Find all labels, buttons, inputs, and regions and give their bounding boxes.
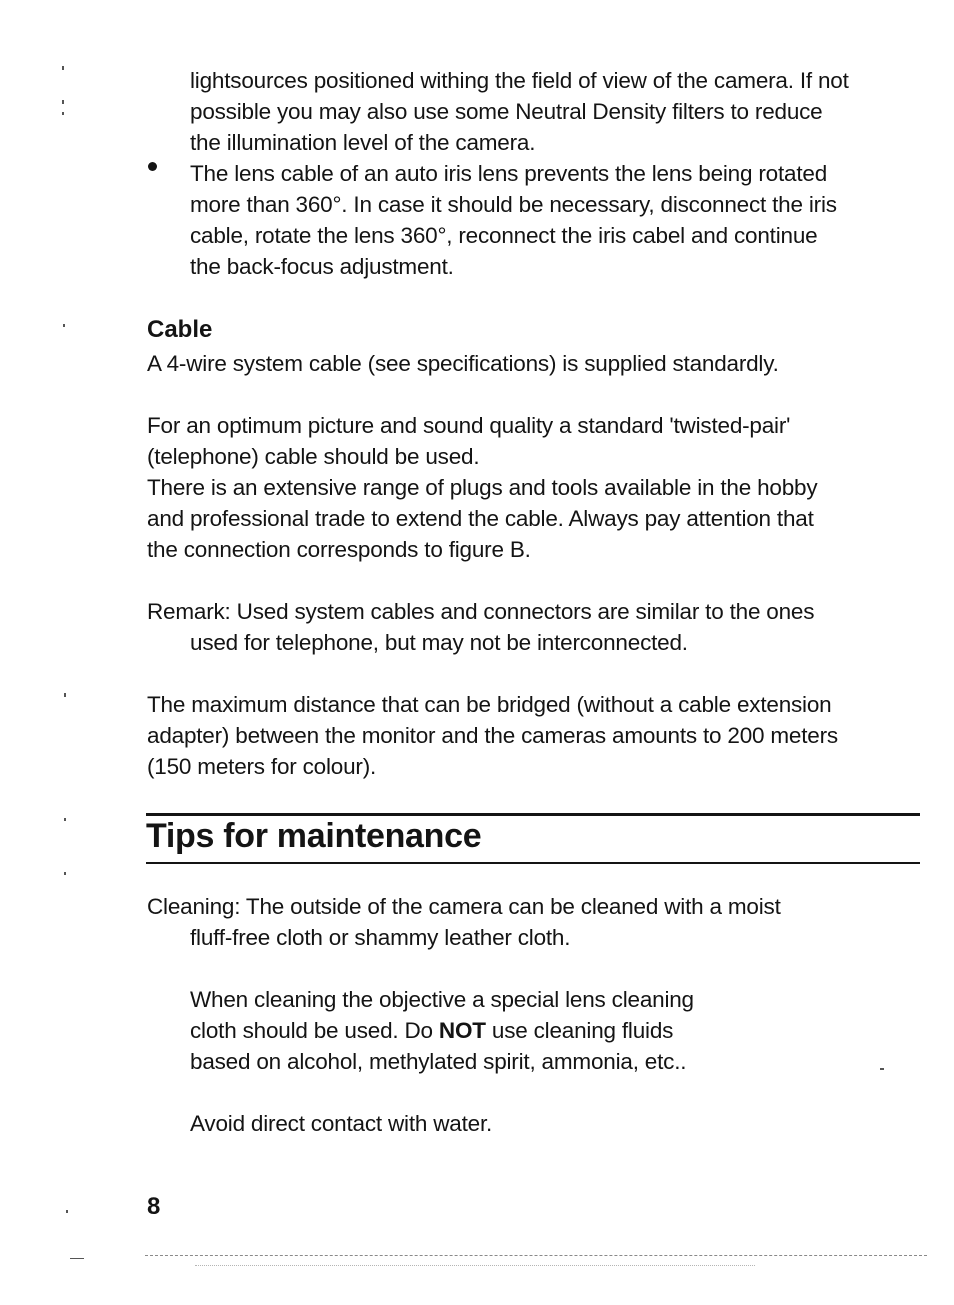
bullet-line-4: the back-focus adjustment. (190, 254, 454, 279)
intro-line-1: lightsources positioned withing the field of view of the camera. If not (190, 68, 849, 93)
maintenance-heading: Tips for maintenance (146, 817, 482, 855)
cable-heading: Cable (147, 316, 213, 343)
objective-line-2-pre: cloth should be used. Do (190, 1018, 439, 1043)
distance-line-1: The maximum distance that can be bridged (without a cable extension (147, 692, 832, 717)
cable-quality-line-5: the connection corresponds to figure B. (147, 537, 531, 562)
scan-speck (64, 693, 66, 697)
cleaning-line-2: fluff-free cloth or shammy leather cloth. (190, 925, 571, 950)
scan-speck (880, 1068, 884, 1070)
cable-quality-line-1: For an optimum picture and sound quality a standard 'twisted-pair' (147, 413, 791, 438)
bullet-line-1: The lens cable of an auto iris lens prevents the lens being rotated (190, 161, 828, 186)
distance-line-2: adapter) between the monitor and the cameras amounts to 200 meters (147, 723, 838, 748)
water-warning: Avoid direct contact with water. (190, 1111, 493, 1136)
objective-line-2-post: use cleaning fluids (485, 1018, 674, 1043)
heading-bottom-rule (146, 862, 920, 864)
page-number: 8 (147, 1193, 161, 1220)
objective-line-3: based on alcohol, methylated spirit, ammonia, etc.. (190, 1049, 687, 1074)
cable-quality-line-3: There is an extensive range of plugs and tools available in the hobby (147, 475, 818, 500)
cable-quality-line-4: and professional trade to extend the cable. Always pay attention that (147, 506, 814, 531)
remark-line-1: Remark: Used system cables and connectors are similar to the ones (147, 599, 815, 624)
scan-speck (62, 112, 64, 115)
cable-quality-line-2: (telephone) cable should be used. (147, 444, 480, 469)
bullet-line-3: cable, rotate the lens 360°, reconnect the iris cabel and continue (190, 223, 818, 248)
cable-supplied-text: A 4-wire system cable (see specifications) is supplied standardly. (147, 351, 779, 376)
distance-line-3: (150 meters for colour). (147, 754, 377, 779)
scan-speck (62, 66, 64, 70)
cleaning-line-1: Cleaning: The outside of the camera can be cleaned with a moist (147, 894, 781, 919)
remark-line-2: used for telephone, but may not be interconnected. (190, 630, 688, 655)
objective-line-1: When cleaning the objective a special lens cleaning (190, 987, 694, 1012)
objective-line-2 (190, 1015, 673, 1046)
scan-speck (64, 872, 66, 875)
scan-artifact-line (195, 1265, 755, 1266)
scan-artifact-line (145, 1255, 927, 1256)
intro-line-3: the illumination level of the camera. (190, 130, 536, 155)
scan-speck (66, 1210, 68, 1213)
scan-speck (64, 818, 66, 821)
scan-speck (70, 1258, 84, 1259)
scan-speck (63, 324, 65, 327)
intro-line-2: possible you may also use some Neutral Density filters to reduce (190, 99, 823, 124)
not-emphasis: NOT (438, 1018, 486, 1043)
bullet-icon (148, 162, 157, 171)
scan-speck (62, 100, 64, 104)
bullet-line-2: more than 360°. In case it should be necessary, disconnect the iris (190, 192, 837, 217)
